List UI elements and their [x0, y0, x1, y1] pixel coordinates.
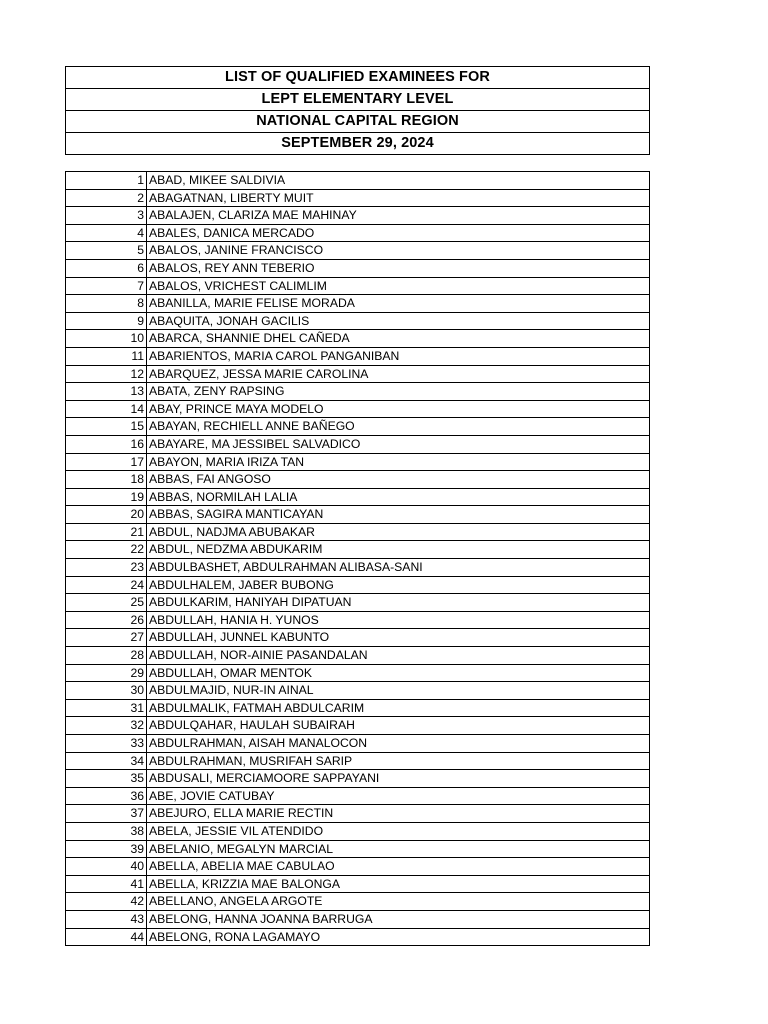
- examinee-number: 36: [66, 787, 147, 805]
- examinee-name: ABAQUITA, JONAH GACILIS: [147, 312, 650, 330]
- table-row: [66, 752, 650, 770]
- examinee-number: 39: [66, 840, 147, 858]
- examinee-number: 9: [66, 312, 147, 330]
- table-row: [66, 172, 650, 190]
- examinee-name: ABATA, ZENY RAPSING: [147, 383, 650, 401]
- table-row: [66, 277, 650, 295]
- table-row: [66, 717, 650, 735]
- table-row: [66, 347, 650, 365]
- table-row: [66, 647, 650, 665]
- examinee-number: 20: [66, 506, 147, 524]
- table-row: [66, 418, 650, 436]
- examinee-name: ABALES, DANICA MERCADO: [147, 224, 650, 242]
- examinee-name: ABBAS, SAGIRA MANTICAYAN: [147, 506, 650, 524]
- table-row: [66, 822, 650, 840]
- table-row: [66, 664, 650, 682]
- examinee-number: 32: [66, 717, 147, 735]
- examinee-number: 35: [66, 770, 147, 788]
- table-row: [66, 682, 650, 700]
- examinee-name: ABAYAN, RECHIELL ANNE BAÑEGO: [147, 418, 650, 436]
- examinee-number: 44: [66, 928, 147, 946]
- examinee-name: ABDUL, NADJMA ABUBAKAR: [147, 523, 650, 541]
- examinee-number: 2: [66, 189, 147, 207]
- table-row: [66, 594, 650, 612]
- examinee-number: 30: [66, 682, 147, 700]
- table-row: [66, 805, 650, 823]
- table-row: [66, 207, 650, 225]
- examinee-number: 26: [66, 611, 147, 629]
- examinee-number: 17: [66, 453, 147, 471]
- examinee-name: ABDULQAHAR, HAULAH SUBAIRAH: [147, 717, 650, 735]
- examinee-number: 21: [66, 523, 147, 541]
- examinee-number: 42: [66, 893, 147, 911]
- examinee-name: ABDULRAHMAN, MUSRIFAH SARIP: [147, 752, 650, 770]
- examinee-number: 33: [66, 735, 147, 753]
- examinee-number: 12: [66, 365, 147, 383]
- table-row: [66, 928, 650, 946]
- examinee-number: 23: [66, 559, 147, 577]
- examinee-name: ABELONG, RONA LAGAMAYO: [147, 928, 650, 946]
- examinee-number: 24: [66, 576, 147, 594]
- table-row: [66, 330, 650, 348]
- examinee-number: 43: [66, 910, 147, 928]
- examinee-name: ABELLA, KRIZZIA MAE BALONGA: [147, 875, 650, 893]
- examinee-name: ABE, JOVIE CATUBAY: [147, 787, 650, 805]
- examinee-name: ABALAJEN, CLARIZA MAE MAHINAY: [147, 207, 650, 225]
- examinee-number: 7: [66, 277, 147, 295]
- examinee-name: ABDULBASHET, ABDULRAHMAN ALIBASA-SANI: [147, 559, 650, 577]
- table-row: [66, 910, 650, 928]
- table-row: [66, 506, 650, 524]
- table-row: [66, 699, 650, 717]
- table-row: [66, 365, 650, 383]
- examinee-name: ABELLA, ABELIA MAE CABULAO: [147, 858, 650, 876]
- table-row: [66, 224, 650, 242]
- table-row: [66, 523, 650, 541]
- examinee-name: ABALOS, JANINE FRANCISCO: [147, 242, 650, 260]
- table-row: [66, 400, 650, 418]
- examinee-number: 38: [66, 822, 147, 840]
- table-row: [66, 541, 650, 559]
- examinee-name: ABDULLAH, HANIA H. YUNOS: [147, 611, 650, 629]
- examinee-name: ABDULKARIM, HANIYAH DIPATUAN: [147, 594, 650, 612]
- table-row: [66, 787, 650, 805]
- examinee-list: [65, 171, 650, 946]
- examinee-name: ABDULRAHMAN, AISAH MANALOCON: [147, 735, 650, 753]
- examinee-number: 28: [66, 647, 147, 665]
- examinee-number: 10: [66, 330, 147, 348]
- examinee-name: ABBAS, FAI ANGOSO: [147, 471, 650, 489]
- examinee-name: ABDULMAJID, NUR-IN AINAL: [147, 682, 650, 700]
- table-row: [66, 840, 650, 858]
- examinee-number: 1: [66, 172, 147, 190]
- examinee-name: ABBAS, NORMILAH LALIA: [147, 488, 650, 506]
- table-row: [66, 875, 650, 893]
- table-row: [66, 576, 650, 594]
- examinee-number: 14: [66, 400, 147, 418]
- examinee-name: ABDULHALEM, JABER BUBONG: [147, 576, 650, 594]
- examinee-number: 41: [66, 875, 147, 893]
- examinee-number: 19: [66, 488, 147, 506]
- examinee-name: ABDULLAH, OMAR MENTOK: [147, 664, 650, 682]
- examinee-name: ABELA, JESSIE VIL ATENDIDO: [147, 822, 650, 840]
- examinee-name: ABARQUEZ, JESSA MARIE CAROLINA: [147, 365, 650, 383]
- examinee-number: 34: [66, 752, 147, 770]
- table-row: [66, 858, 650, 876]
- examinee-name: ABELLANO, ANGELA ARGOTE: [147, 893, 650, 911]
- table-row: [66, 611, 650, 629]
- examinee-number: 4: [66, 224, 147, 242]
- table-row: [66, 471, 650, 489]
- examinee-name: ABEJURO, ELLA MARIE RECTIN: [147, 805, 650, 823]
- table-row: [66, 770, 650, 788]
- header-region-line: NATIONAL CAPITAL REGION: [66, 111, 650, 133]
- examinee-name: ABALOS, VRICHEST CALIMLIM: [147, 277, 650, 295]
- examinee-name: ABAY, PRINCE MAYA MODELO: [147, 400, 650, 418]
- examinee-number: 11: [66, 347, 147, 365]
- examinee-name: ABDULLAH, NOR-AINIE PASANDALAN: [147, 647, 650, 665]
- examinee-name: ABARCA, SHANNIE DHEL CAÑEDA: [147, 330, 650, 348]
- examinee-name: ABAD, MIKEE SALDIVIA: [147, 172, 650, 190]
- examinee-name: ABDUL, NEDZMA ABDUKARIM: [147, 541, 650, 559]
- examinee-name: ABAYARE, MA JESSIBEL SALVADICO: [147, 435, 650, 453]
- examinee-number: 13: [66, 383, 147, 401]
- table-row: [66, 383, 650, 401]
- table-row: [66, 312, 650, 330]
- table-row: [66, 259, 650, 277]
- examinee-number: 27: [66, 629, 147, 647]
- table-row: [66, 189, 650, 207]
- header-title-line: LIST OF QUALIFIED EXAMINEES FOR: [66, 67, 650, 89]
- header-level-line: LEPT ELEMENTARY LEVEL: [66, 89, 650, 111]
- examinee-name: ABDULMALIK, FATMAH ABDULCARIM: [147, 699, 650, 717]
- table-row: [66, 295, 650, 313]
- examinee-number: 3: [66, 207, 147, 225]
- examinee-number: 6: [66, 259, 147, 277]
- examinee-name: ABAYON, MARIA IRIZA TAN: [147, 453, 650, 471]
- examinee-name: ABDULLAH, JUNNEL KABUNTO: [147, 629, 650, 647]
- document-header: [65, 66, 650, 155]
- table-row: [66, 735, 650, 753]
- examinee-name: ABELONG, HANNA JOANNA BARRUGA: [147, 910, 650, 928]
- table-row: [66, 435, 650, 453]
- examinee-number: 15: [66, 418, 147, 436]
- examinee-number: 40: [66, 858, 147, 876]
- examinee-number: 25: [66, 594, 147, 612]
- examinee-name: ABAGATNAN, LIBERTY MUIT: [147, 189, 650, 207]
- examinee-name: ABALOS, REY ANN TEBERIO: [147, 259, 650, 277]
- examinee-name: ABANILLA, MARIE FELISE MORADA: [147, 295, 650, 313]
- table-row: [66, 893, 650, 911]
- examinee-number: 31: [66, 699, 147, 717]
- examinee-number: 5: [66, 242, 147, 260]
- table-row: [66, 629, 650, 647]
- table-row: [66, 453, 650, 471]
- examinee-number: 18: [66, 471, 147, 489]
- table-row: [66, 242, 650, 260]
- examinee-number: 22: [66, 541, 147, 559]
- header-date-line: SEPTEMBER 29, 2024: [66, 133, 650, 155]
- examinee-name: ABDUSALI, MERCIAMOORE SAPPAYANI: [147, 770, 650, 788]
- examinee-name: ABARIENTOS, MARIA CAROL PANGANIBAN: [147, 347, 650, 365]
- examinee-number: 29: [66, 664, 147, 682]
- examinee-name: ABELANIO, MEGALYN MARCIAL: [147, 840, 650, 858]
- examinee-number: 16: [66, 435, 147, 453]
- table-row: [66, 559, 650, 577]
- examinee-number: 8: [66, 295, 147, 313]
- examinee-number: 37: [66, 805, 147, 823]
- table-row: [66, 488, 650, 506]
